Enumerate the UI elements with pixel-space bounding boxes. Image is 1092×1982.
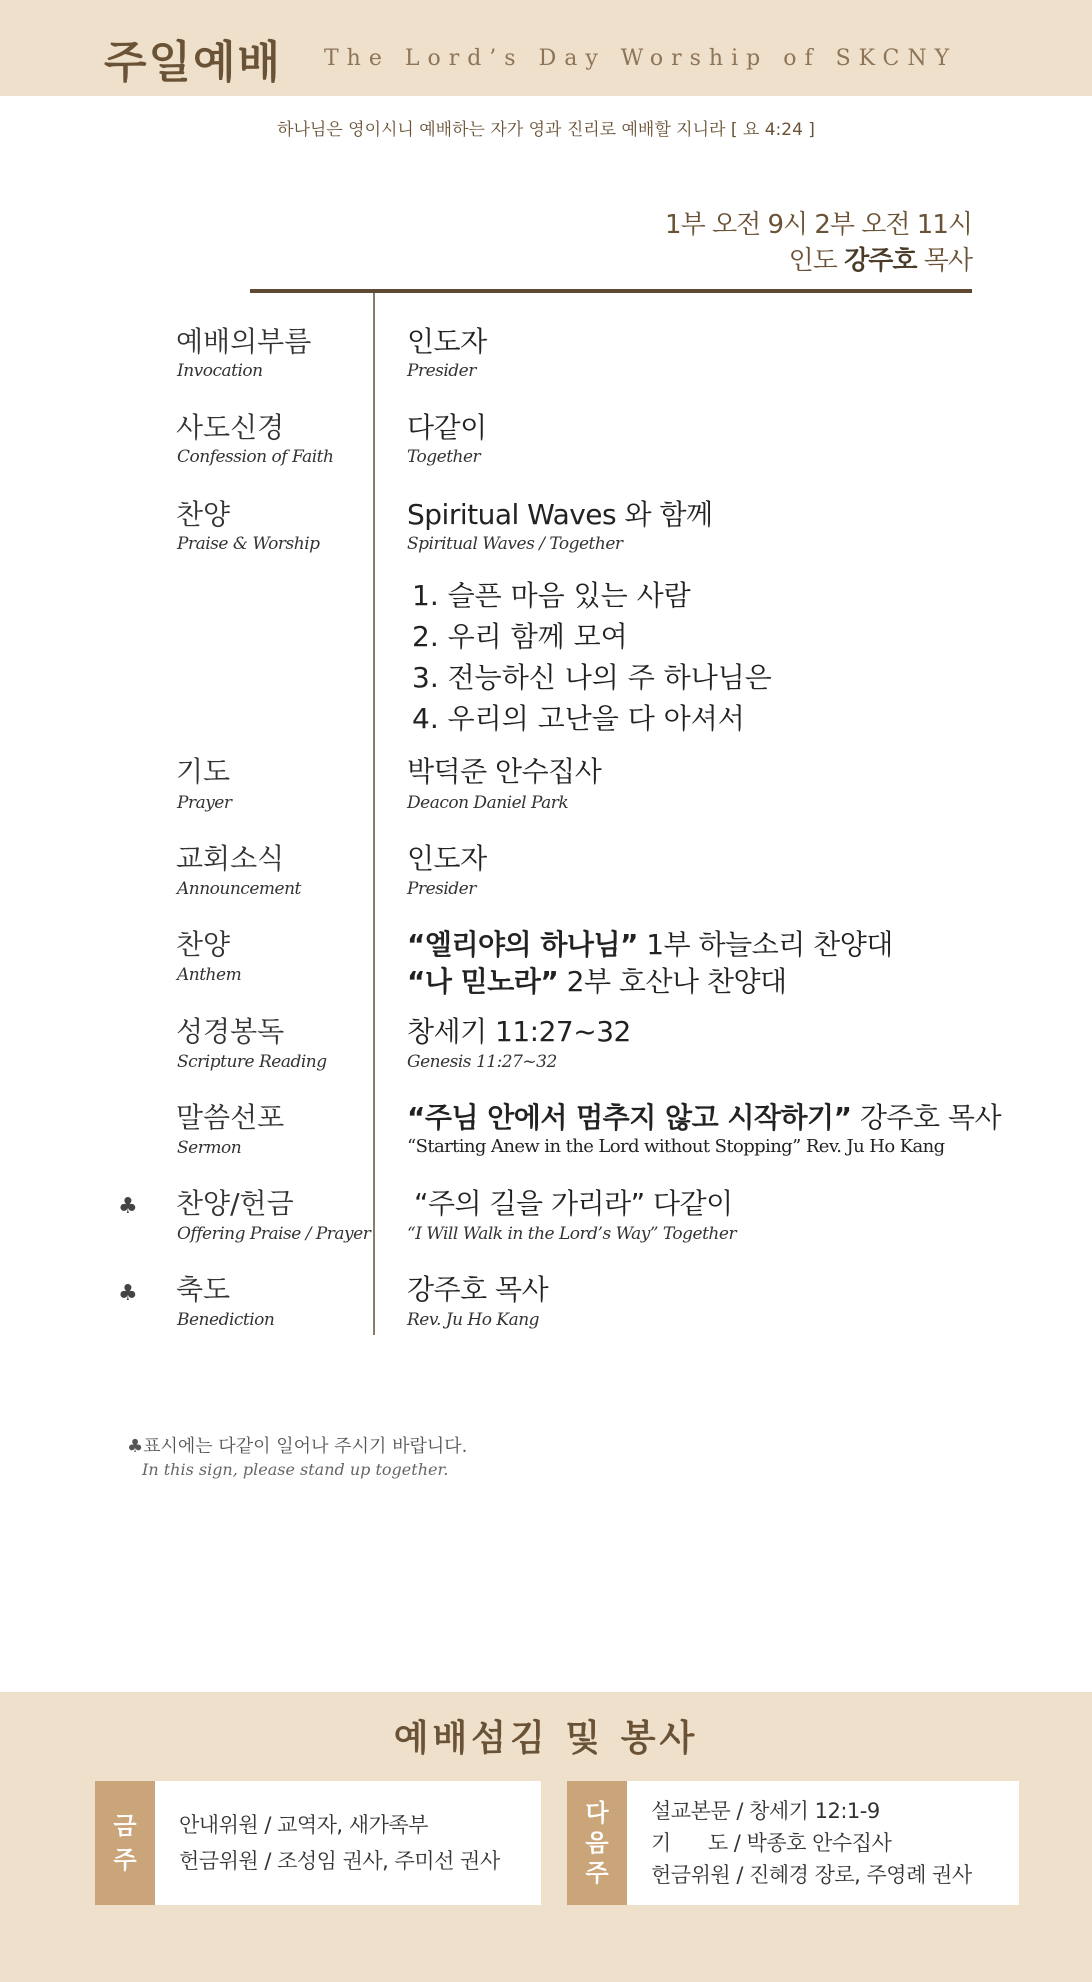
item-label-en: Praise & Worship: [177, 534, 320, 554]
next-week-lines: [651, 1781, 972, 1905]
item-value-en: Rev. Ju Ho Kang: [407, 1310, 540, 1330]
item-value-en: Genesis 11:27~32: [407, 1052, 557, 1072]
item-label-ko: 찬양: [176, 928, 231, 961]
item-value-ko: 다같이: [407, 411, 487, 444]
item-value-ko: 창세기 11:27~32: [407, 1015, 631, 1048]
item-label-en: Benediction: [177, 1310, 275, 1330]
item-value-en: Together: [407, 447, 481, 467]
item-label-en: Announcement: [177, 879, 301, 899]
item-label-ko: 사도신경: [176, 411, 285, 444]
item-label-ko: 예배의부름: [176, 325, 312, 358]
footer-title: 예배섬김 및 봉사: [393, 1718, 699, 1759]
next-week-line: 설교본문 / 창세기 12:1-9: [651, 1799, 880, 1823]
next-week-tag: [567, 1781, 627, 1905]
anthem-line-1: [407, 923, 893, 963]
stand-symbol: ♣: [118, 1281, 138, 1306]
stand-note-ko: ♣표시에는 다같이 일어나 주시기 바랍니다.: [127, 1436, 468, 1457]
page-title: 주일예배: [104, 37, 283, 88]
service-times: 1부 오전 9시 2부 오전 11시: [665, 210, 972, 240]
this-week-tag-text: 금 주: [113, 1812, 137, 1874]
anthem-choir-1: 1부 하늘소리 찬양대: [637, 928, 893, 961]
next-week-line: 헌금위원 / 진혜경 장로, 주영례 권사: [651, 1863, 972, 1887]
anthem-title-2: “나 믿노라”: [407, 965, 559, 998]
stand-symbol: ♣: [118, 1194, 138, 1219]
song-list-item: 3. 전능하신 나의 주 하나님은: [412, 661, 772, 694]
item-label-ko: 기도: [176, 755, 231, 788]
item-value-ko: 강주호 목사: [407, 1273, 549, 1306]
this-week-line: 안내위원 / 교역자, 새가족부: [179, 1813, 428, 1837]
sermon-preacher-ko: 강주호 목사: [851, 1101, 1002, 1134]
item-value-en: Deacon Daniel Park: [407, 793, 569, 813]
sermon-title-en: “Starting Anew in the Lord without Stopping” Rev. Ju Ho Kang: [407, 1136, 945, 1157]
scripture-verse: 하나님은 영이시니 예배하는 자가 영과 진리로 예배할 지니라 [ 요 4:24 ]: [277, 120, 815, 140]
item-label-en: Invocation: [177, 361, 263, 381]
leader-prefix: 인도: [788, 246, 845, 276]
offering-hymn: “주의 길을 가리라”: [414, 1187, 645, 1220]
item-label-ko: 축도: [176, 1273, 231, 1306]
item-value-ko: 인도자: [407, 325, 487, 358]
item-value-ko: Spiritual Waves 와 함께: [407, 498, 713, 531]
next-week-box: [567, 1781, 1019, 1905]
offering-who: 다같이: [644, 1187, 733, 1220]
item-label-ko: 찬양/헌금: [176, 1187, 294, 1220]
item-label-en: Offering Praise / Prayer: [177, 1224, 371, 1244]
item-label-en: Anthem: [177, 965, 242, 985]
item-label-en: Prayer: [177, 793, 232, 813]
song-list-item: 1. 슬픈 마음 있는 사람: [412, 579, 691, 612]
worship-leader: [789, 240, 972, 277]
next-week-tag-text: 다 음 주: [585, 1799, 609, 1887]
item-label-en: Sermon: [177, 1138, 242, 1158]
top-divider: [250, 289, 972, 293]
item-label-en: Confession of Faith: [177, 447, 334, 467]
anthem-choir-2: 2부 호산나 찬양대: [558, 965, 787, 998]
stand-note-en: In this sign, please stand up together.: [142, 1460, 449, 1479]
item-value-en: Presider: [407, 361, 476, 381]
this-week-box: [95, 1781, 541, 1905]
page-subtitle: The Lord’s Day Worship of SKCNY: [324, 46, 958, 71]
this-week-tag: [95, 1781, 155, 1905]
item-value-en: Spiritual Waves / Together: [407, 534, 623, 554]
anthem-title-1: “엘리야의 하나님”: [407, 928, 638, 961]
this-week-line: 헌금위원 / 조성임 권사, 주미선 권사: [179, 1849, 500, 1873]
item-value-en: “I Will Walk in the Lord’s Way” Together: [407, 1224, 737, 1244]
leader-suffix: 목사: [916, 246, 972, 276]
offering-hymn-line: [414, 1182, 733, 1222]
leader-name: 강주호: [844, 246, 917, 276]
song-list-item: 4. 우리의 고난을 다 아셔서: [412, 702, 745, 735]
column-divider: [373, 293, 375, 1335]
anthem-line-2: [407, 960, 787, 1000]
song-list-item: 2. 우리 함께 모여: [412, 620, 628, 653]
next-week-line: 기 도 / 박종호 안수집사: [651, 1831, 892, 1855]
item-label-ko: 말씀선포: [176, 1101, 285, 1134]
item-label-en: Scripture Reading: [177, 1052, 327, 1072]
sermon-title-ko-line: [407, 1096, 1001, 1136]
item-value-en: Presider: [407, 879, 476, 899]
item-label-ko: 찬양: [176, 498, 231, 531]
this-week-lines: [179, 1781, 500, 1905]
sermon-title-ko: “주님 안에서 멈추지 않고 시작하기”: [407, 1101, 852, 1134]
item-label-ko: 교회소식: [176, 842, 285, 875]
item-value-ko: 인도자: [407, 842, 487, 875]
item-value-ko: 박덕준 안수집사: [407, 755, 602, 788]
item-label-ko: 성경봉독: [176, 1015, 285, 1048]
